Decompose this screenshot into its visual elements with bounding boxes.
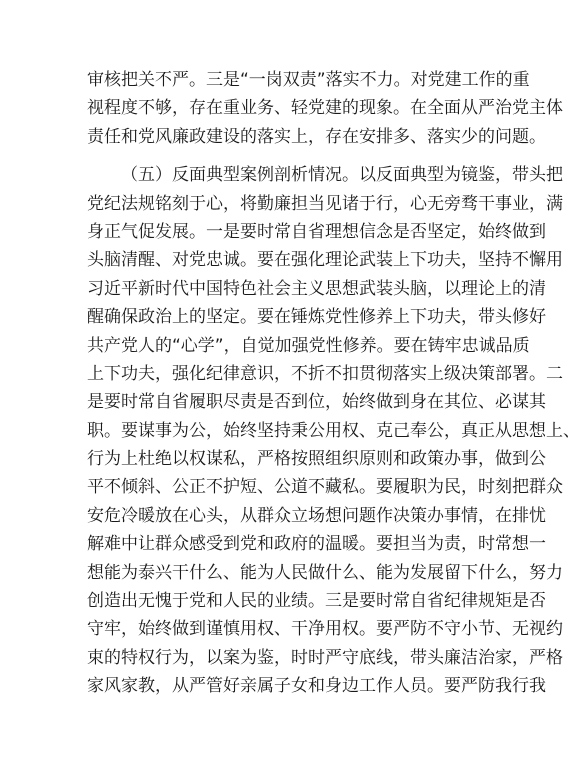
paragraph-gap [87,151,505,161]
text-line: 身正气促发展。一是要时常自省理想信念是否坚定，始终做到 [87,221,546,242]
text-line: 习近平新时代中国特色社会主义思想武装头脑，以理论上的清 [87,278,546,299]
text-line: 审核把关不严。三是“一岗双责”落实不力。对党建工作的重 [87,70,530,90]
text-line: 责任和党风廉政建设的落实上，存在安排多、落实少的问题。 [87,126,546,147]
text-line: 上下功夫，强化纪律意识，不折不扣贯彻落实上级决策部署。二 [87,363,563,384]
text-line: 想能为泰兴干什么、能为人民做什么、能为发展留下什么，努力 [87,562,563,583]
text-line: 平不倾斜、公正不护短、公道不藏私。要履职为民，时刻把群众 [87,477,563,498]
text-line: 家风家教，从严管好亲属子女和身边工作人员。要严防我行我 [87,676,546,697]
text-line: 共产党人的“心学”，自觉加强党性修养。要在铸牢忠诚品质 [87,335,530,356]
text-line: 职。要谋事为公，始终坚持秉公用权、克己奉公，真正从思想上、 [87,420,580,441]
text-line: 醒确保政治上的坚定。要在锤炼党性修养上下功夫，带头修好 [87,307,546,328]
text-line: 解难中让群众感受到党和政府的温暖。要担当为责，时常想一 [87,534,546,555]
text-line: 创造出无愧于党和人民的业绩。三是要时常自省纪律规矩是否 [87,591,546,612]
text-line: （五）反面典型案例剖析情况。以反面典型为镜鉴，带头把 [121,165,563,186]
document-body [87,66,580,701]
text-line: 守牢，始终做到谨慎用权、干净用权。要严防不守小节、无视约 [87,619,563,640]
text-line: 是要时常自省履职尽责是否到位，始终做到身在其位、必谋其 [87,392,546,413]
paragraph-2 [87,161,580,700]
text-line: 视程度不够，存在重业务、轻党建的现象。在全面从严治党主体 [87,98,563,119]
text-line: 行为上杜绝以权谋私，严格按照组织原则和政策办事，做到公 [87,449,546,470]
text-line: 党纪法规铭刻于心，将勤廉担当见诸于行，心无旁骛干事业，满 [87,193,563,214]
text-line: 头脑清醒、对党忠诚。要在强化理论武装上下功夫，坚持不懈用 [87,250,563,271]
paragraph-1 [87,66,563,151]
text-line: 束的特权行为，以案为鉴，时时严守底线，带头廉洁治家，严格 [87,647,563,668]
text-line: 安危冷暖放在心头，从群众立场想问题作决策办事情，在排忧 [87,505,546,526]
